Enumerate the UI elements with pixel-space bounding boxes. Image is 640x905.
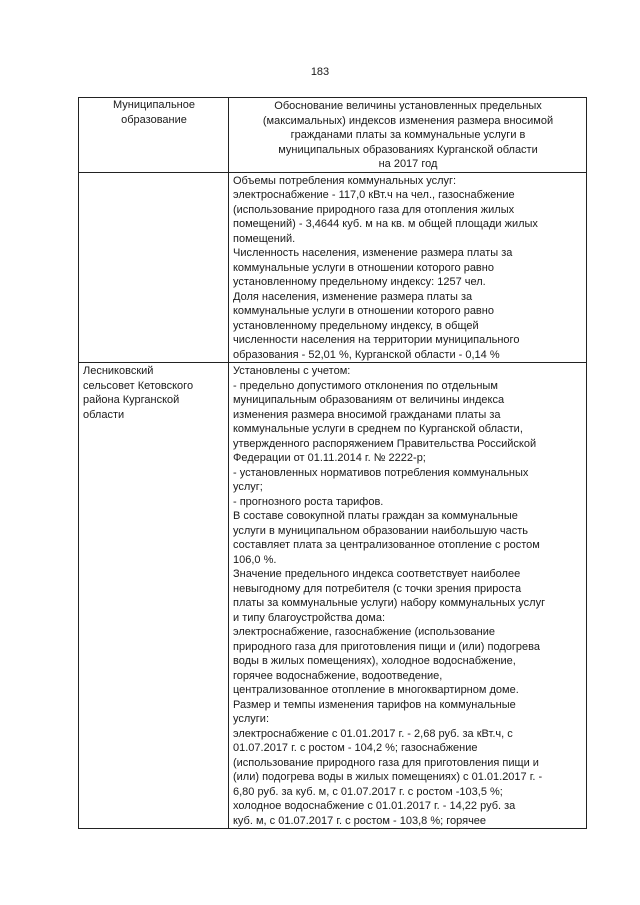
- tariff-table: [78, 97, 587, 829]
- row2-text-line: Федерации от 01.11.2014 г. № 2222-р;: [233, 452, 426, 464]
- row2-text-line: Размер и темпы изменения тарифов на коммунальные: [233, 698, 516, 711]
- row2-text-line: - прогнозного роста тарифов.: [233, 495, 384, 508]
- row2-text-line: платы за коммунальные услуги) набору коммунальных услуг: [233, 597, 546, 609]
- row2-text-line: услуг;: [233, 481, 263, 493]
- row2-text-line: услуги в муниципальном образовании наибольшую часть: [233, 524, 529, 537]
- page-number: 183: [310, 66, 330, 78]
- row1-text-line: помещений) - 3,4644 куб. м на кв. м общей площади жилых: [233, 218, 538, 230]
- row1-justification-cell: [229, 172, 587, 363]
- table-row: [79, 172, 587, 363]
- row2-text-line: и типу благоустройства дома:: [233, 611, 386, 624]
- row2-text-line: воды в жилых помещениях), холодное водоснабжение,: [233, 655, 516, 667]
- row1-text-line: коммунальные услуги в отношении которого равно: [233, 261, 494, 274]
- row1-text-line: электроснабжение - 117,0 кВт.ч на чел., газоснабжение: [233, 189, 515, 201]
- row2-text-line: - установленных нормативов потребления коммунальных: [233, 466, 529, 479]
- row2-text-line: В составе совокупной платы граждан за коммунальные: [233, 510, 518, 522]
- row2-text-line: невыгодному для потребителя (с точки зрения прироста: [233, 582, 522, 595]
- row1-text-line: установленному предельному индексу: 1257 чел.: [233, 276, 486, 288]
- row1-text-line: Объемы потребления коммунальных услуг:: [233, 174, 457, 187]
- row2-text-line: 6,80 руб. за куб. м, с 01.07.2017 г. с ростом -103,5 %;: [233, 785, 503, 798]
- table-row: [79, 363, 587, 829]
- row1-text-line: установленному предельному индексу, в общей: [233, 319, 479, 332]
- row2-text-line: 01.07.2017 г. с ростом - 104,2 %; газоснабжение: [233, 742, 478, 754]
- header-col2-line: муниципальных образованиях Курганской области: [278, 143, 538, 156]
- row1-text-line: Доля населения, изменение размера платы за: [233, 290, 473, 303]
- row2-text-line: централизованное отопление в многоквартирном доме.: [233, 684, 519, 696]
- row1-text-line: коммунальные услуги в отношении которого равно: [233, 305, 494, 317]
- row2-text-line: составляет плата за централизованное отопление с ростом: [233, 539, 540, 551]
- row1-text-line: Численность населения, изменение размера платы за: [233, 247, 513, 259]
- row2-text-line: холодное водоснабжение с 01.01.2017 г. - 14,22 руб. за: [233, 800, 516, 812]
- row2-justification-cell: [229, 363, 587, 829]
- header-municipality-cell: [79, 98, 229, 173]
- row2-text-line: 106,0 %.: [233, 553, 277, 566]
- row2-text-line: природного газа для приготовления пищи и (или) подогрева: [233, 640, 540, 653]
- table-header-row: [79, 98, 587, 173]
- header-col1-line: Муниципальное: [113, 99, 195, 111]
- header-col2-line: Обоснование величины установленных предельных: [274, 100, 542, 112]
- row2-municipality-line: района Курганской: [83, 394, 180, 406]
- header-col1-line: образование: [121, 113, 187, 126]
- row2-text-line: коммунальные услуги в среднем по Курганской области,: [233, 423, 523, 435]
- row2-text-line: муниципальным образованиям от величины индекса: [233, 394, 505, 406]
- row2-municipality-line: сельсовет Кетовского: [83, 379, 194, 392]
- header-col2-line: (максимальных) индексов изменения размера вносимой: [262, 114, 554, 127]
- row1-text-line: численности населения на территории муниципального: [233, 334, 520, 346]
- row2-text-line: Значение предельного индекса соответствует наиболее: [233, 568, 521, 580]
- row2-text-line: изменения размера вносимой гражданами платы за: [233, 408, 501, 421]
- row2-municipality-line: области: [83, 408, 125, 421]
- row2-text-line: услуги:: [233, 713, 270, 725]
- row2-text-line: горячее водоснабжение, водоотведение,: [233, 669, 443, 682]
- row2-text-line: (использование природного газа для приготовления пищи и: [233, 756, 539, 769]
- row2-text-line: - предельно допустимого отклонения по отдельным: [233, 379, 498, 392]
- row2-text-line: электроснабжение, газоснабжение (использование: [233, 626, 495, 638]
- header-justification-cell: [229, 98, 587, 173]
- row1-text-line: образования - 52,01 %, Курганской области - 0,14 %: [233, 348, 500, 361]
- row2-text-line: куб. м, с 01.07.2017 г. с ростом - 103,8 %; горячее: [233, 814, 487, 827]
- row2-text-line: (или) подогрева воды в жилых помещениях) с 01.01.2017 г. -: [233, 771, 543, 783]
- header-col2-line: на 2017 год: [378, 158, 438, 170]
- header-col2-line: гражданами платы за коммунальные услуги в: [290, 129, 526, 141]
- row1-text-line: помещений.: [233, 232, 296, 245]
- row2-text-line: электроснабжение с 01.01.2017 г. - 2,68 руб. за кВт.ч, с: [233, 727, 513, 740]
- row1-municipality-cell: [79, 172, 229, 363]
- row2-municipality-cell: [79, 363, 229, 829]
- row1-text-line: (использование природного газа для отопления жилых: [233, 203, 515, 216]
- row2-text-line: Установлены с учетом:: [233, 365, 351, 377]
- row2-text-line: утвержденного распоряжением Правительства Российской: [233, 437, 537, 450]
- row2-municipality-line: Лесниковский: [83, 365, 154, 377]
